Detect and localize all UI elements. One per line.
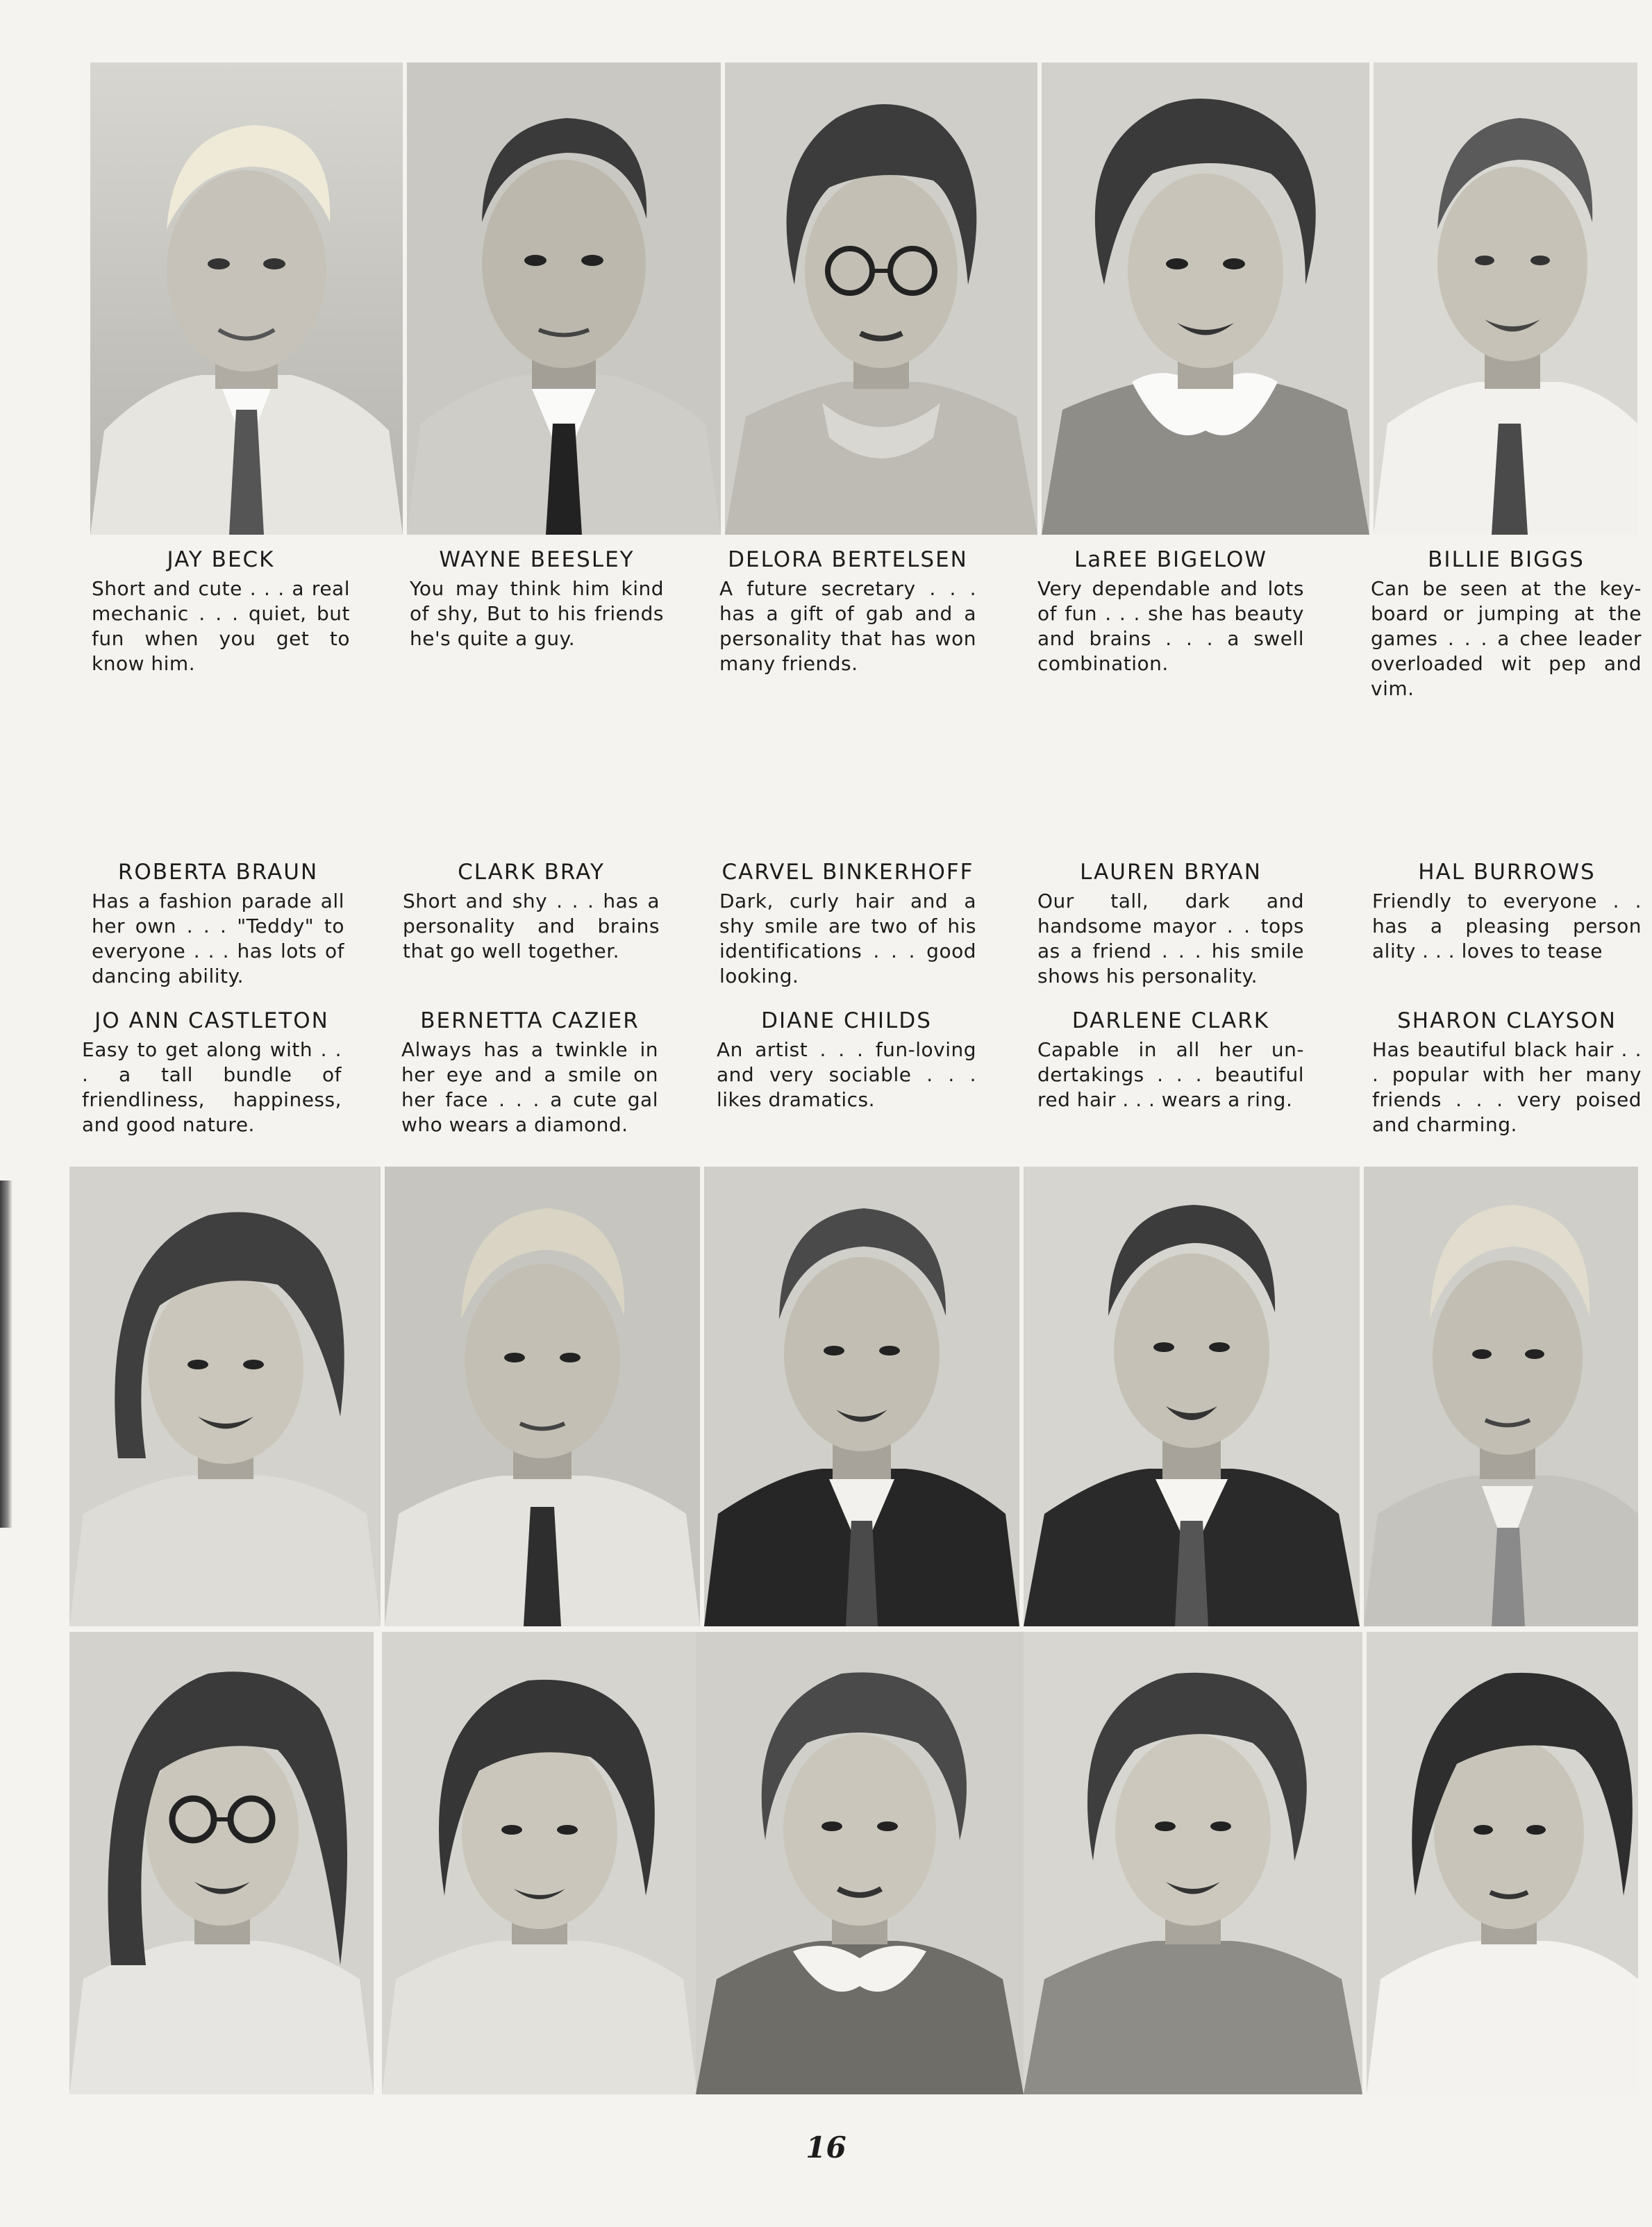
student-name: LaREE BIGELOW bbox=[1074, 547, 1268, 572]
student-description: Has beautiful black hair . . . popular with her many friends . . . very poised and charming. bbox=[1372, 1038, 1642, 1136]
student-description: Easy to get along with . . . a tall bundle of friendliness, happiness, and good nature. bbox=[82, 1038, 342, 1136]
entry-sharon-clayson bbox=[1372, 1007, 1642, 1137]
entry-darlene-clark bbox=[1037, 1007, 1304, 1112]
student-description: Can be seen at the key-board or jumping at the games . . . a chee leader overloaded wit pep and vim. bbox=[1371, 577, 1642, 700]
portrait-lauren-bryan bbox=[1024, 1167, 1360, 1626]
student-name: SHARON CLAYSON bbox=[1397, 1008, 1617, 1033]
student-name: DELORA BERTELSEN bbox=[728, 547, 968, 572]
student-name: BILLIE BIGGS bbox=[1428, 547, 1585, 572]
student-description: You may think him kind of shy, But to his friends he's quite a guy. bbox=[410, 577, 664, 650]
student-name: DARLENE CLARK bbox=[1071, 1008, 1270, 1033]
entry-roberta-braun bbox=[92, 858, 344, 989]
student-description: Dark, curly hair and a shy smile are two of his identifications . . . good looking. bbox=[719, 890, 976, 987]
binding-shadow bbox=[0, 1181, 12, 1528]
portrait-bernetta-cazier bbox=[382, 1632, 697, 2094]
portrait-laree-bigelow bbox=[1042, 62, 1369, 535]
student-description: Our tall, dark and handsome mayor . . tops as a friend . . . his smile shows his personality. bbox=[1037, 890, 1304, 987]
student-description: Short and cute . . . a real mechanic . . . quiet, but fun when you get to know him. bbox=[92, 577, 350, 675]
portrait-clark-bray bbox=[385, 1167, 700, 1626]
student-description: Very dependable and lots of fun . . . she has beauty and brains . . . a swell combination. bbox=[1037, 577, 1304, 675]
portrait-wayne-beesley bbox=[407, 62, 721, 535]
student-name: BERNETTA CAZIER bbox=[420, 1008, 640, 1033]
student-name: DIANE CHILDS bbox=[761, 1008, 932, 1033]
portrait-jo-ann-castleton bbox=[69, 1632, 374, 2094]
entry-billie-biggs bbox=[1371, 546, 1642, 701]
entry-wayne-beesley bbox=[410, 546, 664, 651]
student-description: A future secretary . . . has a gift of gab and a personality that has won many friends. bbox=[719, 577, 976, 675]
photo-row-bottom bbox=[69, 1632, 1652, 2094]
portrait-delora-bertelsen bbox=[725, 62, 1037, 535]
student-name: JAY BECK bbox=[167, 547, 275, 572]
student-name: WAYNE BEESLEY bbox=[439, 547, 635, 572]
student-description: An artist . . . fun-loving and very sociable . . . likes dramatics. bbox=[717, 1038, 976, 1111]
student-description: Capable in all her un-dertakings . . . beautiful red hair . . . wears a ring. bbox=[1037, 1038, 1304, 1111]
portrait-sharon-clayson bbox=[1367, 1632, 1652, 2094]
student-name: JO ANN CASTLETON bbox=[94, 1008, 329, 1033]
entry-laree-bigelow bbox=[1037, 546, 1304, 676]
entry-diane-childs bbox=[717, 1007, 976, 1112]
student-description: Has a fashion parade all her own . . . "Teddy" to everyone . . . has lots of dancing ability. bbox=[92, 890, 344, 987]
student-name: CARVEL BINKERHOFF bbox=[721, 860, 974, 885]
student-description: Always has a twinkle in her eye and a smile on her face . . . a cute gal who wears a diamond. bbox=[401, 1038, 658, 1136]
entry-jay-beck bbox=[92, 546, 350, 676]
portrait-darlene-clark bbox=[1024, 1632, 1362, 2094]
portrait-roberta-braun bbox=[69, 1167, 381, 1626]
student-description: Short and shy . . . has a personality and brains that go well together. bbox=[403, 890, 660, 962]
entry-delora-bertelsen bbox=[719, 546, 976, 676]
portrait-diane-childs bbox=[696, 1632, 1024, 2094]
photo-row-top bbox=[90, 62, 1652, 535]
page-number: 16 bbox=[806, 2130, 846, 2165]
student-name: LAUREN BRYAN bbox=[1080, 860, 1262, 885]
portrait-hal-burrows bbox=[1364, 1167, 1652, 1626]
portrait-jay-beck bbox=[90, 62, 403, 535]
photo-row-middle bbox=[69, 1167, 1652, 1626]
entry-hal-burrows bbox=[1372, 858, 1642, 964]
portrait-carvel-binkerhoff bbox=[704, 1167, 1019, 1626]
portrait-billie-biggs bbox=[1374, 62, 1652, 535]
student-name: CLARK BRAY bbox=[458, 860, 605, 885]
student-name: HAL BURROWS bbox=[1418, 860, 1596, 885]
entry-jo-ann-castleton bbox=[82, 1007, 342, 1137]
student-name: ROBERTA BRAUN bbox=[117, 860, 319, 885]
entry-carvel-binkerhoff bbox=[719, 858, 976, 989]
entry-clark-bray bbox=[403, 858, 660, 964]
entry-bernetta-cazier bbox=[401, 1007, 658, 1137]
entry-lauren-bryan bbox=[1037, 858, 1304, 989]
student-description: Friendly to everyone . . has a pleasing person ality . . . loves to tease bbox=[1372, 890, 1642, 962]
